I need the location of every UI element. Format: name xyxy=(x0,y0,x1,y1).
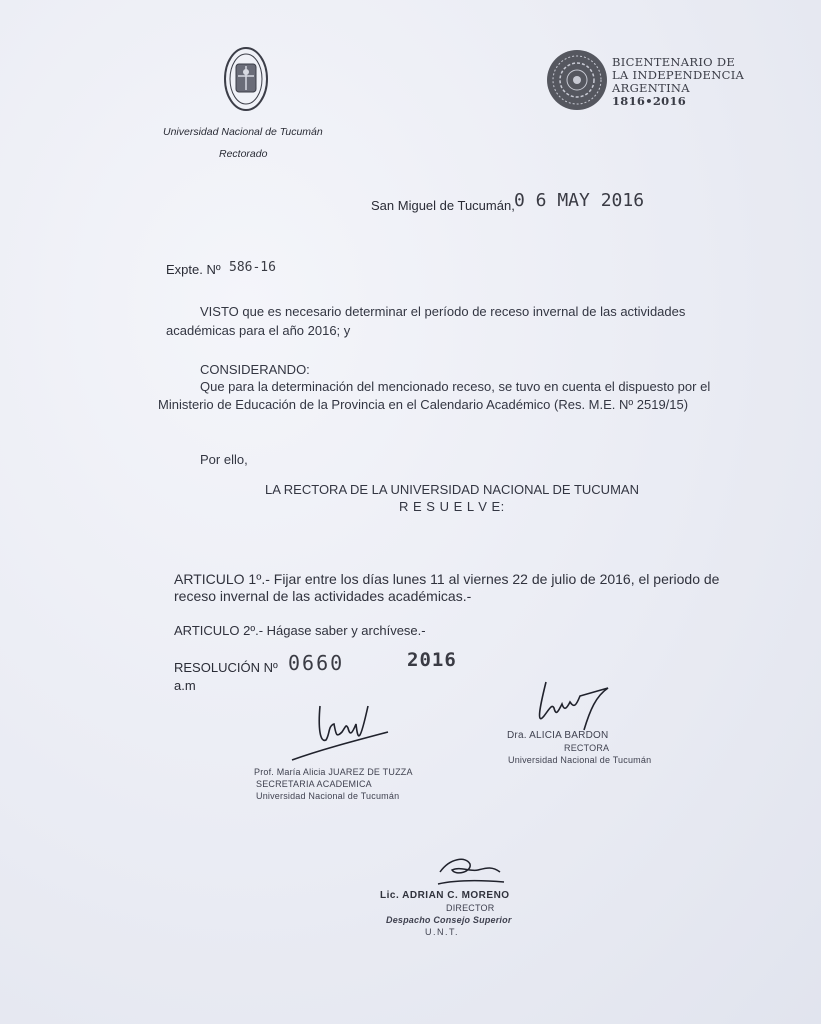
signature-bottom-line: Despacho Consejo Superior xyxy=(386,915,512,925)
considerando-line: Que para la determinación del mencionado receso, se tuvo en cuenta el dispuesto por el xyxy=(200,379,711,394)
office-name: Rectorado xyxy=(219,148,268,160)
visto-line: VISTO que es necesario determinar el período de receso invernal de las actividades xyxy=(200,304,686,319)
resolucion-year: 2016 xyxy=(407,649,457,671)
signature-juarez-de-tuzza xyxy=(290,698,390,768)
resuelve: R E S U E L V E: xyxy=(399,499,505,514)
bicentenario-line: LA INDEPENDENCIA xyxy=(612,68,745,82)
bicentenario-line: BICENTENARIO DE xyxy=(612,55,736,69)
considerando-line: Ministerio de Educación de la Provincia en el Calendario Académico (Res. M.E. Nº 2519/15) xyxy=(158,397,689,412)
university-crest-seal xyxy=(223,46,269,112)
signature-right-line: RECTORA xyxy=(564,743,610,753)
signature-right-line: Dra. ALICIA BARDON xyxy=(507,730,609,741)
signature-bardon xyxy=(520,676,620,736)
articulo-1-line: receso invernal de las actividades académicas.- xyxy=(174,588,472,604)
resolucion-number: 0660 xyxy=(288,651,345,675)
articulo-1-line: ARTICULO 1º.- Fijar entre los días lunes 11 al viernes 22 de julio de 2016, el periodo de xyxy=(174,571,720,587)
signature-moreno xyxy=(436,850,506,890)
date-place: San Miguel de Tucumán, xyxy=(371,198,515,213)
considerando-heading: CONSIDERANDO: xyxy=(200,362,310,377)
bicentenario-text xyxy=(612,56,744,108)
bicentenario-year: 1816•2016 xyxy=(612,94,687,108)
signature-right-line: Universidad Nacional de Tucumán xyxy=(508,755,652,765)
date-stamp: 0 6 MAY 2016 xyxy=(514,190,645,211)
university-name: Universidad Nacional de Tucumán xyxy=(163,126,323,138)
signature-left-line: Universidad Nacional de Tucumán xyxy=(256,791,400,801)
bicentenario-line: ARGENTINA xyxy=(612,81,690,95)
signature-bottom-line: U.N.T. xyxy=(425,927,460,937)
resolucion-initials: a.m xyxy=(174,678,196,693)
bicentenario-rosette-icon xyxy=(545,48,609,112)
visto-line: académicas para el año 2016; y xyxy=(166,323,351,338)
signature-bottom-line: Lic. ADRIAN C. MORENO xyxy=(380,890,510,901)
expediente-number: 586-16 xyxy=(229,260,276,275)
signature-left-line: Prof. María Alicia JUAREZ DE TUZZA xyxy=(254,767,413,777)
por-ello: Por ello, xyxy=(200,452,248,467)
signature-left-line: SECRETARIA ACADEMICA xyxy=(256,779,372,789)
resolucion-label: RESOLUCIÓN Nº xyxy=(174,660,278,675)
articulo-2: ARTICULO 2º.- Hágase saber y archívese.- xyxy=(174,623,426,638)
authority-title: LA RECTORA DE LA UNIVERSIDAD NACIONAL DE TUCUMAN xyxy=(265,482,639,497)
expediente-label: Expte. Nº xyxy=(166,262,221,277)
signature-bottom-line: DIRECTOR xyxy=(446,903,495,913)
